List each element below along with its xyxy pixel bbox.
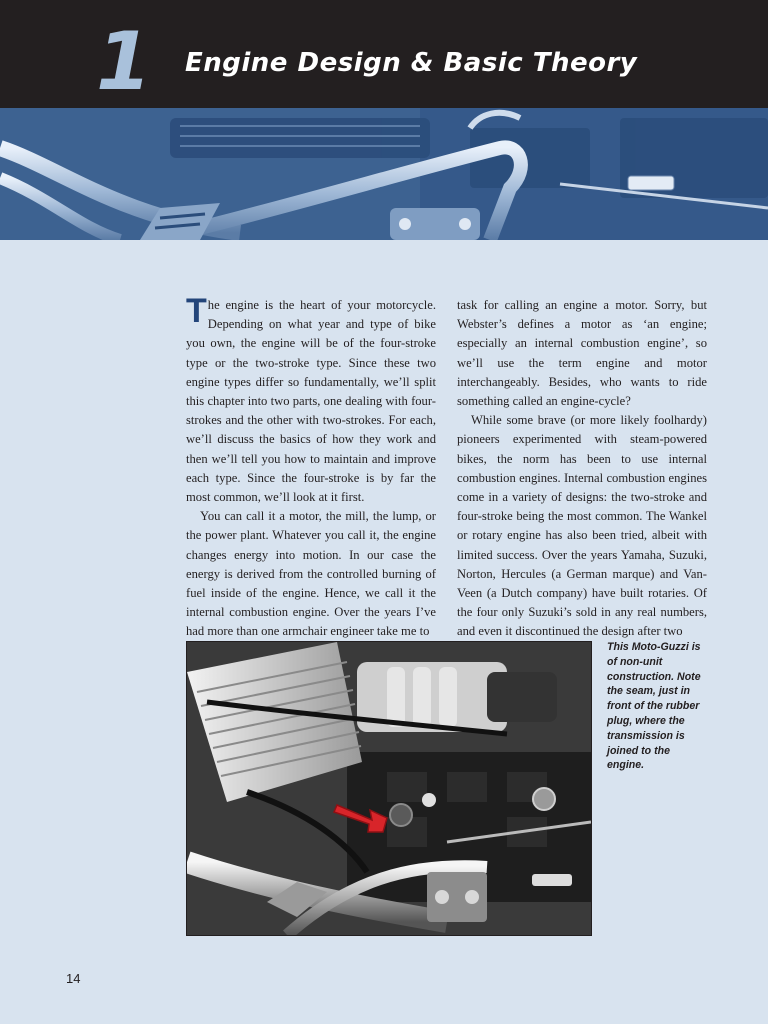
text-column-right [457, 296, 707, 642]
text-column-left [186, 292, 436, 642]
chapter-header [0, 0, 768, 108]
chapter-title: Engine Design & Basic Theory [185, 48, 638, 78]
chapter-number: 1 [96, 15, 150, 108]
paragraph [186, 292, 436, 507]
paragraph: You can call it a motor, the mill, the lump, or the power plant. Whatever you call it, the engine changes energy into motion. In our case the energy is derived from the controlled burning of fuel inside of the engine. Hence, we call it the internal combustion engine. Over the years I’ve had more than one armchair engineer take me to [186, 509, 436, 639]
photo-caption: This Moto-Guzzi is of non-unit construction. Note the seam, just in front of the rubber plug, where the transmission is joined to the engine. [607, 641, 701, 772]
engine-photo [186, 641, 592, 936]
page-number: 14 [66, 971, 81, 986]
paragraph: task for calling an engine a motor. Sorry, but Webster’s defines a motor as ‘an engine; especially an internal combustion engine’, so we’ll use the term engine and motor interchangeably. Besides, who wants to ride something called an engine-cycle? [457, 298, 707, 409]
paragraph-text: he engine is the heart of your motorcycle. Depending on what year and type of bike you own, the engine will be of the four-stroke type or the two-stroke type. Since these two engine types differ so fundamentally, we’ll split this chapter into two parts, one dealing with four-strokes and the other with two-strokes. For each, we’ll discuss the basics of how they work and then we’ll tell you how to maintain and improve each type. Since the four-stroke is by far the most common, we’ll look at it first. [186, 298, 436, 505]
drop-cap: T [186, 292, 207, 330]
header-banner-image [0, 108, 768, 240]
paragraph: While some brave (or more likely foolhardy) pioneers experimented with steam-powered bikes, the norm has been to use internal combustion engines. Internal combustion engines come in a variety of designs: the two-stroke and four-stroke being the most common. The Wankel or rotary engine has also been tried, albeit with limited success. Over the years Yamaha, Suzuki, Norton, Hercules (a German marque) and Van-Veen (a Dutch company) have built rotaries. Of the four only Suzuki’s sold in any real numbers, and even it discontinued the design after two [457, 413, 707, 639]
